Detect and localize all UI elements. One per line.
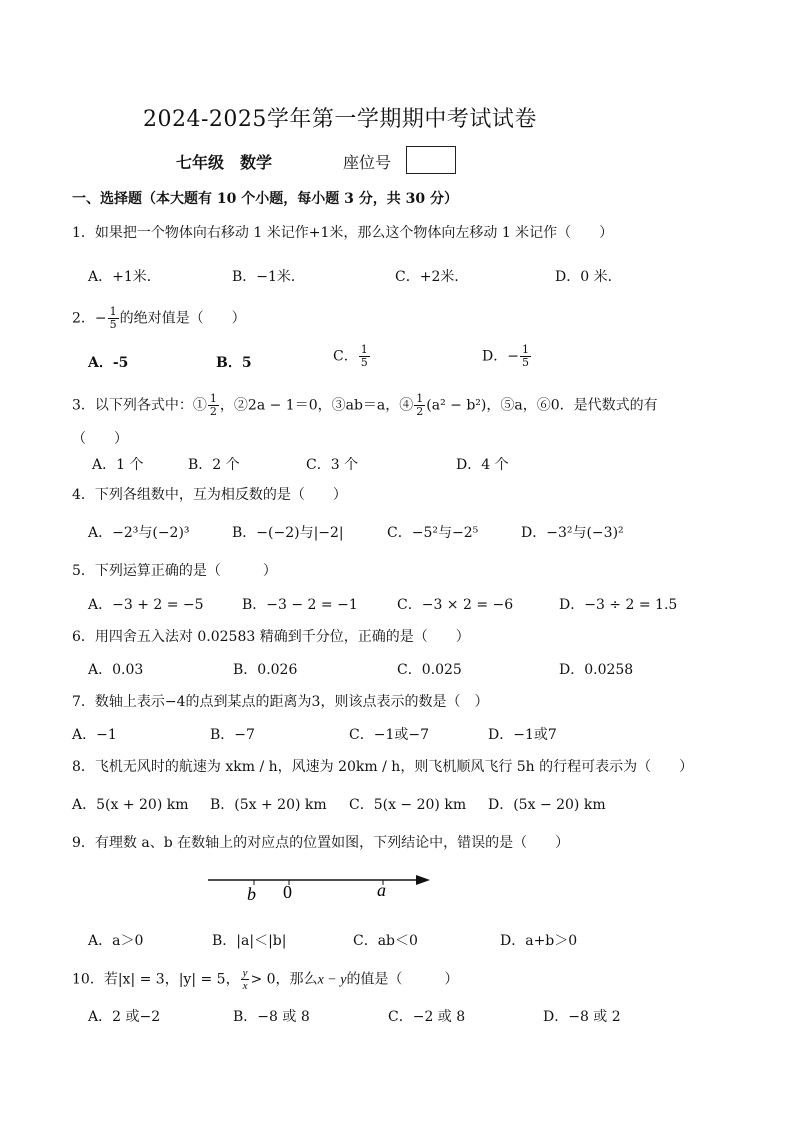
question-4: [72, 484, 347, 504]
option-b[interactable]: B．−3 − 2 = −1: [242, 597, 358, 613]
option-b[interactable]: B．−7: [210, 727, 255, 743]
fraction: $\frac{1}{2}$: [416, 392, 424, 418]
fraction: $\frac{1}{5}$: [521, 343, 529, 369]
number-line-figure: [200, 866, 440, 906]
question-text: 有理数 a、b 在数轴上的对应点的位置如图，下列结论中，错误的是（ ）: [94, 835, 570, 851]
page-title: 2024-2025学年第一学期期中考试试卷: [143, 107, 537, 132]
question-text: 的绝对值是（ ）: [119, 310, 246, 327]
grade-subject: 七年级 数学: [176, 153, 273, 172]
option-a[interactable]: A．−1: [72, 727, 117, 743]
question-8: [72, 756, 693, 776]
option-b[interactable]: B．−1米．: [232, 269, 305, 285]
arrow-head-icon: [416, 875, 430, 885]
option-b[interactable]: B．(5x + 20) km: [210, 797, 327, 813]
question-text: 下列各组数中，互为相反数的是（ ）: [94, 487, 347, 503]
option-c[interactable]: C．−1或−7: [349, 727, 429, 743]
option-a[interactable]: A．2 或−2: [88, 1009, 161, 1025]
question-2: [72, 306, 246, 331]
fraction: $\frac{1}{5}$: [360, 343, 368, 369]
option-d[interactable]: D．−1或7: [488, 727, 557, 743]
option-c[interactable]: C．ab＜0: [353, 933, 418, 949]
question-number: 7．: [72, 694, 95, 710]
option-b[interactable]: B．5: [216, 355, 252, 371]
option-a[interactable]: A．0.03: [88, 662, 144, 678]
question-text: 下列运算正确的是（ ）: [94, 563, 277, 579]
option-d[interactable]: D．− $\frac{1}{5}$: [482, 343, 529, 369]
seat-number-label: 座位号: [343, 153, 392, 172]
question-number: 9．: [72, 835, 95, 851]
option-b[interactable]: B．−8 或 8: [233, 1009, 310, 1025]
question-text: 用四舍五入法对 0.02583 精确到千分位，正确的是（ ）: [94, 629, 470, 645]
option-a[interactable]: A．5(x + 20) km: [72, 797, 189, 813]
fraction: [108, 306, 119, 331]
option-c[interactable]: C．0.025: [397, 662, 462, 678]
option-b[interactable]: B．2 个: [188, 457, 240, 473]
question-text: 如果把一个物体向右移动 1 米记作+1米，那么这个物体向左移动 1 米记作（ ）: [94, 225, 614, 241]
option-d[interactable]: D．−3²与(−3)²: [521, 525, 624, 541]
expression: x − y: [317, 972, 347, 988]
question-number: 8．: [72, 759, 95, 775]
option-a[interactable]: A．1 个: [92, 457, 144, 473]
question-number: 10．: [72, 971, 104, 988]
option-d[interactable]: D．4 个: [456, 457, 509, 473]
option-d[interactable]: D．−3 ÷ 2 = 1.5: [559, 597, 678, 613]
question-number: 1．: [72, 225, 95, 241]
question-number: 2．: [72, 310, 95, 327]
option-a[interactable]: A．−2³与(−2)³: [88, 525, 190, 541]
option-c[interactable]: C．−2 或 8: [388, 1009, 466, 1025]
option-d[interactable]: D．a+b＞0: [500, 933, 578, 949]
question-9: [72, 832, 569, 852]
section-heading: 一、选择题（本大题有 10 个小题，每小题 3 分，共 30 分）: [72, 191, 458, 207]
option-c[interactable]: C． $\frac{1}{5}$: [333, 343, 368, 369]
option-c[interactable]: C．−5²与−2⁵: [387, 525, 479, 541]
option-a[interactable]: A．+1米．: [88, 269, 161, 285]
option-b[interactable]: B．0.026: [233, 662, 298, 678]
option-b[interactable]: B．|a|＜|b|: [212, 933, 287, 949]
fraction: $\frac{y}{x}$: [242, 967, 248, 992]
question-1: [72, 222, 613, 242]
option-d[interactable]: D．0 米．: [555, 269, 622, 285]
option-c[interactable]: C．5(x − 20) km: [349, 797, 467, 813]
question-6: [72, 626, 470, 646]
question-text: 飞机无风时的航速为 xkm / h，风速为 20km / h，则飞机顺风飞行 5h 的行程可表示为（ ）: [94, 759, 694, 775]
option-c[interactable]: C．3 个: [306, 457, 359, 473]
option-d[interactable]: D．0.0258: [559, 662, 634, 678]
question-number: 6．: [72, 629, 95, 645]
label-zero: 0: [283, 882, 292, 902]
question-number: 3．: [72, 397, 95, 414]
question-7: [72, 691, 488, 711]
question-number: 5．: [72, 563, 95, 579]
fraction: $\frac{1}{2}$: [209, 392, 217, 418]
option-c[interactable]: C．+2米．: [395, 269, 469, 285]
minus-sign: −: [94, 310, 107, 327]
label-a: a: [377, 880, 386, 900]
option-a[interactable]: A．a＞0: [88, 933, 144, 949]
label-b: b: [247, 884, 256, 904]
question-number: 4．: [72, 487, 95, 503]
seat-number-box[interactable]: [406, 146, 456, 174]
question-10: 10．若|x| = 3，|y| = 5， $\frac{y}{x}$ > 0，那么x − y的值是（ ）: [72, 967, 459, 992]
option-b[interactable]: B．−(−2)与|−2|: [232, 525, 344, 541]
denominator: 5: [109, 318, 117, 331]
question-5: [72, 560, 277, 580]
question-3-line2: （ ）: [72, 431, 128, 447]
question-3: 3．以下列各式中：① $\frac{1}{2}$ ，②2a − 1＝0，③ab＝a，④ $\frac{1}{2}$ (a² − b²)，⑤a，⑥0．是代数式的有: [72, 392, 658, 418]
option-a[interactable]: A．−3 + 2 = −5: [88, 597, 204, 613]
numerator: 1: [109, 305, 117, 318]
question-text: 数轴上表示−4的点到某点的距离为3，则该点表示的数是（ ）: [94, 694, 489, 710]
option-d[interactable]: D．(5x − 20) km: [488, 797, 606, 813]
option-c[interactable]: C．−3 × 2 = −6: [397, 597, 514, 613]
option-d[interactable]: D．−8 或 2: [543, 1009, 621, 1025]
option-a[interactable]: A．-5: [88, 355, 129, 371]
